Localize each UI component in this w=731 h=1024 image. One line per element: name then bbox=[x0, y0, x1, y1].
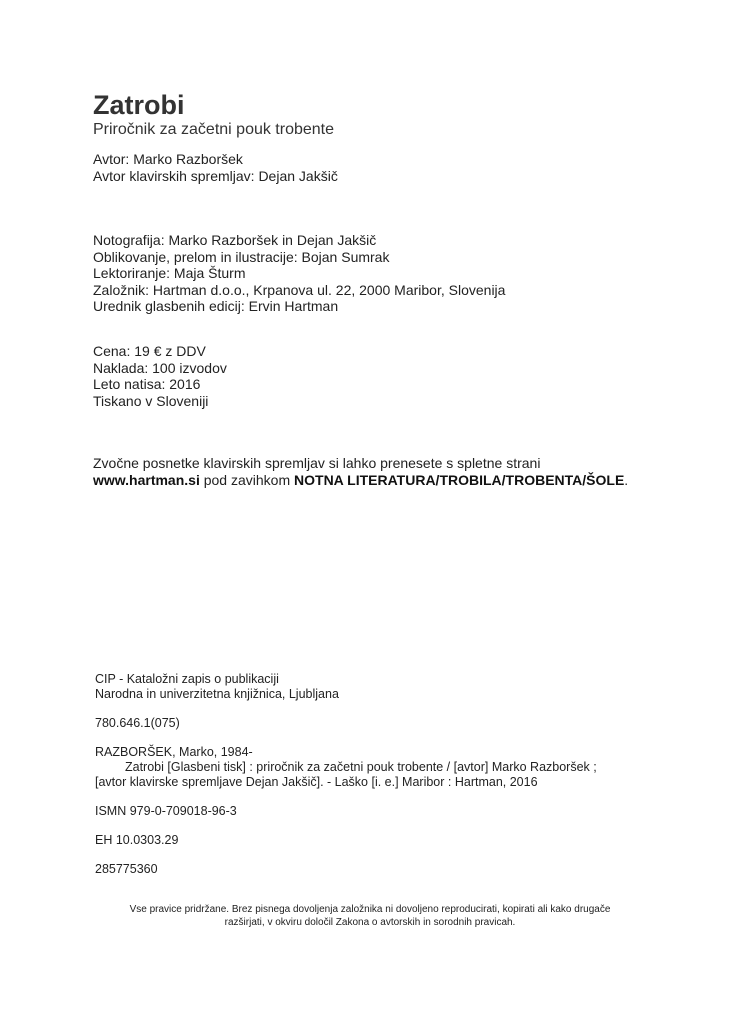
authors-block bbox=[93, 151, 338, 184]
credit-design: Oblikovanje, prelom in ilustracije: Bojan Sumrak bbox=[93, 248, 390, 265]
book-title: Zatrobi bbox=[93, 90, 185, 120]
credit-editor: Urednik glasbenih edicij: Ervin Hartman bbox=[93, 298, 339, 314]
publication-block bbox=[93, 343, 227, 409]
audio-note-block bbox=[93, 455, 628, 488]
credit-notation: Notografija: Marko Razboršek in Dejan Jakšič bbox=[93, 232, 377, 248]
website-section-path: NOTNA LITERATURA/TROBILA/TROBENTA/ŠOLE bbox=[294, 471, 625, 488]
cip-record bbox=[95, 672, 597, 877]
cip-author: RAZBORŠEK, Marko, 1984- bbox=[95, 745, 253, 759]
book-subtitle: Priročnik za začetni pouk trobente bbox=[93, 121, 335, 138]
audio-note-middle: pod zavihkom bbox=[199, 471, 295, 488]
audio-note-line2 bbox=[93, 472, 628, 489]
cip-entry-line1: Zatrobi [Glasbeni tisk] : priročnik za začetni pouk trobente / [avtor] Marko Razboršek ; bbox=[125, 760, 597, 774]
credit-proofreading: Lektoriranje: Maja Šturm bbox=[93, 265, 246, 281]
cip-eh: EH 10.0303.29 bbox=[95, 833, 179, 847]
price-line: Cena: 19 € z DDV bbox=[93, 343, 206, 359]
copyright-notice bbox=[90, 904, 650, 929]
print-year-line: Leto natisa: 2016 bbox=[93, 376, 201, 392]
cip-ismn: ISMN 979-0-709018-96-3 bbox=[95, 804, 237, 818]
cip-cobiss-id: 285775360 bbox=[95, 862, 158, 876]
cip-udk: 780.646.1(075) bbox=[95, 716, 180, 730]
credit-publisher: Založnik: Hartman d.o.o., Krpanova ul. 22, 2000 Maribor, Slovenija bbox=[93, 281, 506, 298]
cip-entry-line2: [avtor klavirske spremljave Dejan Jakšič]. - Laško [i. e.] Maribor : Hartman, 2016 bbox=[95, 775, 538, 789]
print-run-line: Naklada: 100 izvodov bbox=[93, 359, 227, 376]
credits-block bbox=[93, 232, 505, 315]
copyright-line1: Vse pravice pridržane. Brez pisnega dovoljenja založnika ni dovoljeno reproducirati, kopirati ali kako drugače bbox=[129, 904, 611, 915]
website-link[interactable]: www.hartman.si bbox=[93, 471, 200, 488]
title-block bbox=[93, 90, 334, 139]
cip-library: Narodna in univerzitetna knjižnica, Ljubljana bbox=[95, 687, 339, 701]
printed-in-line: Tiskano v Sloveniji bbox=[93, 392, 209, 409]
audio-note-line1: Zvočne posnetke klavirskih spremljav si lahko prenesete s spletne strani bbox=[93, 455, 541, 471]
cip-heading: CIP - Kataložni zapis o publikaciji bbox=[95, 672, 279, 686]
accompaniment-author-line: Avtor klavirskih spremljav: Dejan Jakšič bbox=[93, 167, 338, 184]
copyright-line2: razširjati, v okviru določil Zakona o avtorskih in sorodnih pravicah. bbox=[224, 916, 516, 928]
audio-note-end: . bbox=[624, 471, 629, 488]
author-line: Avtor: Marko Razboršek bbox=[93, 151, 243, 167]
